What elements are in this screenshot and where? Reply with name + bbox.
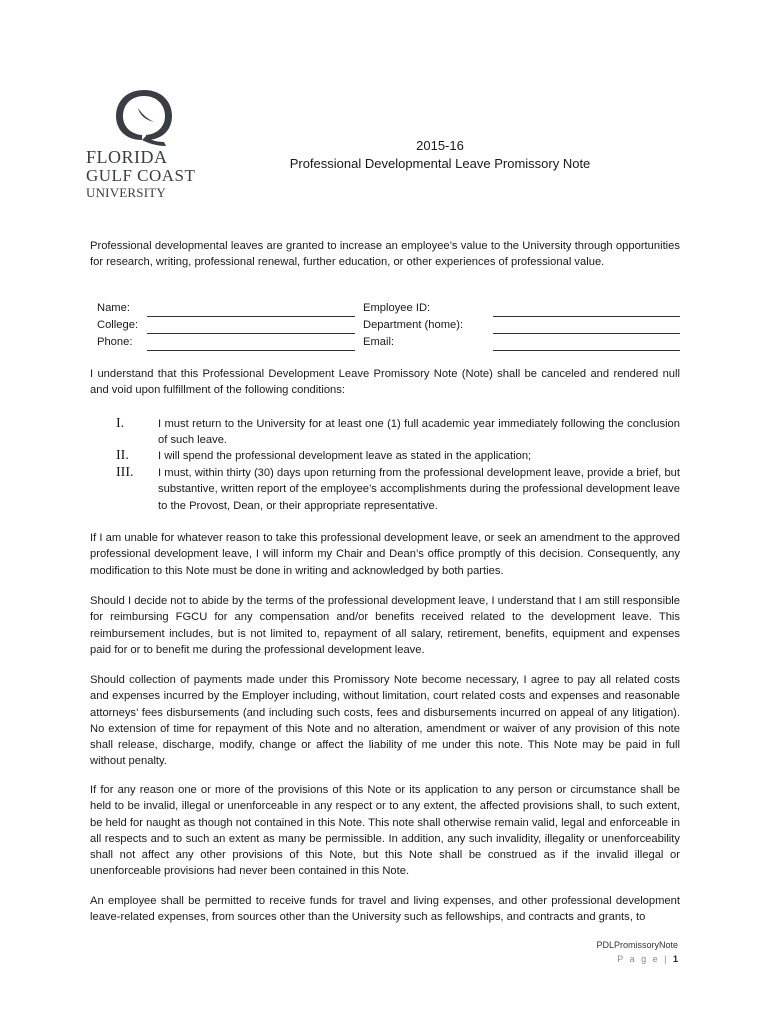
body-paragraph: Should collection of payments made under this Promissory Note become necessary, I agree to pay all related costs and expenses incurred by the Employer including, without limitation, court related costs and expenses and reasonable attorneys’ fees disbursements (and including such costs, fees and disbursements incurred on appeal of any litigation). No extension of time for repayment of this Note and no alteration, amendment or waiver of any provision of this note shall release, discharge, modify, change or affect the liability of me under this note. This Note may be paid in full without penalty. — [90, 674, 680, 768]
phone-label: Phone: — [97, 336, 133, 348]
logo-line-florida: FLORIDA — [86, 147, 168, 167]
name-label: Name: — [97, 302, 130, 314]
logo-wordmark — [86, 148, 206, 199]
page-label: P a g e | — [617, 954, 669, 964]
condition-text: I must return to the University for at least one (1) full academic year immediately following the conclusion of such leave. — [158, 418, 680, 447]
college-label: College: — [97, 319, 139, 331]
logo-line-university: UNIVERSITY — [86, 185, 166, 200]
email-label: Email: — [363, 336, 395, 348]
body-paragraph: Should I decide not to abide by the terms of the professional development leave, I understand that I am still responsible for reimbursing FGCU for any compensation and/or benefits received related to the development leave. This reimbursement includes, but is not limited to, repayment of all salary, retirement, benefits, equipment and expenses paid for or to benefit me during the professional development leave. — [90, 595, 680, 656]
footer-page-number — [617, 954, 678, 964]
department-label: Department (home): — [363, 319, 464, 331]
body-paragraph: If for any reason one or more of the provisions of this Note or its application to any person or circumstance shall be held to be invalid, illegal or unenforceable in any respect or to any extent, the affected provisions shall, to such extent, be held for naught as though not contained in this Note. This note shall otherwise remain valid, legal and enforceable in all respects and to such an extent as many be permissible. In addition, any such invalidity, illegality or unenforceability shall not affect any other provisions of this Note, but this Note shall be construed as if the invalid illegal or unenforceable provisions had never been contained in this Note. — [90, 784, 680, 878]
document-year: 2015-16 — [416, 138, 464, 153]
condition-text: I will spend the professional development leave as stated in the application; — [158, 450, 532, 462]
intro-paragraph: Professional developmental leaves are granted to increase an employee’s value to the University through opportunities for research, writing, professional renewal, further education, or other experiences of professional value. — [90, 240, 680, 269]
logo-line-gulf-coast: GULF COAST — [86, 166, 196, 185]
conditions-intro: I understand that this Professional Development Leave Promissory Note (Note) shall be canceled and rendered null and void upon fulfillment of the following conditions: — [90, 368, 680, 397]
college-field[interactable] — [147, 333, 355, 334]
email-field[interactable] — [493, 350, 680, 351]
body-paragraph: If I am unable for whatever reason to take this professional development leave, or seek an amendment to the approved professional development leave, I will inform my Chair and Dean’s office promptly of this decision. Consequently, any modification to this Note must be done in writing and acknowledged by both parties. — [90, 532, 680, 577]
footer-document-name: PDLPromissoryNote — [596, 940, 678, 950]
name-field[interactable] — [147, 316, 355, 317]
employee-id-field[interactable] — [493, 316, 680, 317]
fgcu-logo — [86, 88, 206, 200]
body-paragraph: An employee shall be permitted to receive funds for travel and living expenses, and other professional development leave-related expenses, from sources other than the University such as fellowships, and contracts and grants, to — [90, 895, 680, 924]
condition-text: I must, within thirty (30) days upon returning from the professional development leave, provide a brief, but substantive, written report of the employee’s accomplishments during the professional development leave to the Provost, Dean, or their appropriate representative. — [158, 467, 680, 512]
department-field[interactable] — [493, 333, 680, 334]
document-title: Professional Developmental Leave Promissory Note — [289, 156, 591, 171]
page-number: 1 — [672, 954, 678, 964]
condition-number: I. — [116, 416, 125, 431]
condition-number: II. — [116, 448, 129, 463]
fgcu-q-emblem-icon — [112, 88, 176, 148]
phone-field[interactable] — [147, 350, 355, 351]
employee-id-label: Employee ID: — [363, 302, 431, 314]
condition-number: III. — [116, 465, 134, 480]
